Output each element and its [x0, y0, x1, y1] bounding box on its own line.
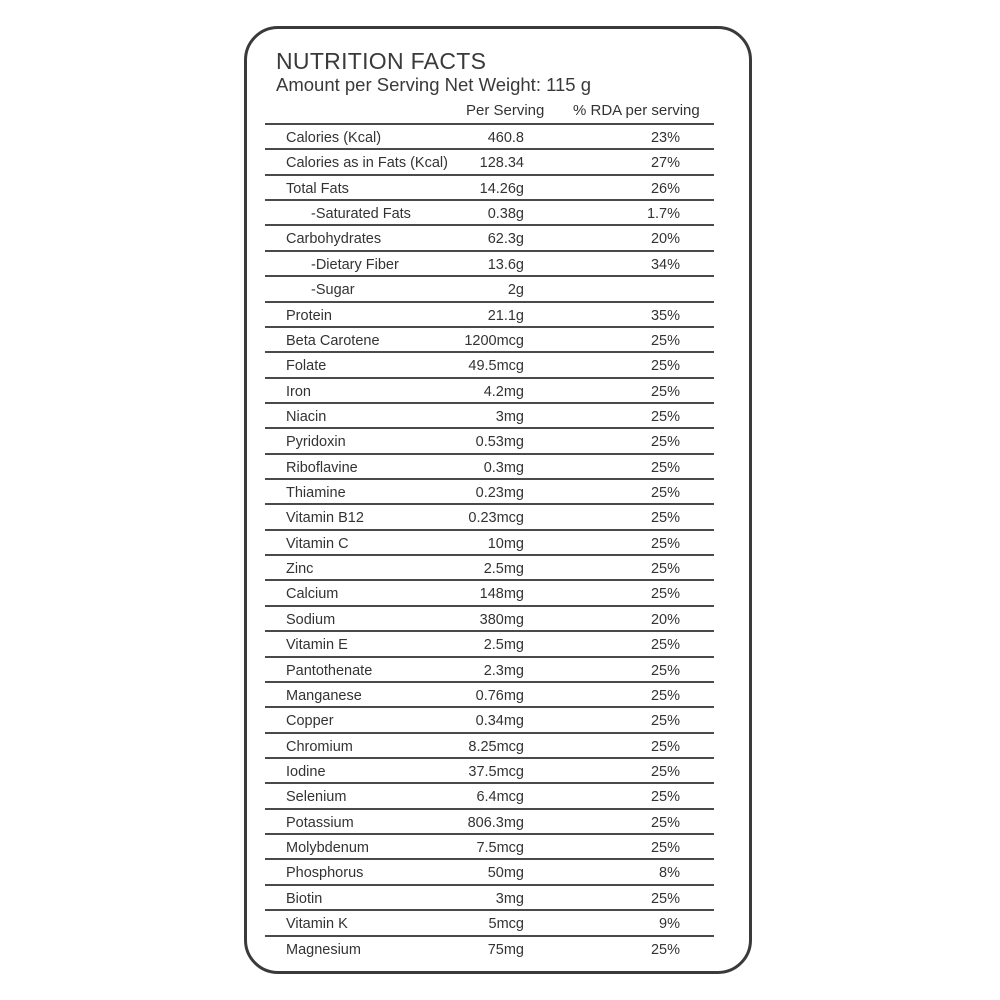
nutrient-rda: 25% — [650, 941, 680, 958]
table-row — [265, 480, 714, 505]
nutrient-rda: 25% — [650, 561, 680, 578]
nutrition-table — [265, 125, 714, 962]
nutrient-name: -Sugar — [311, 282, 355, 299]
nutrient-amount: 37.5mcg — [468, 763, 524, 780]
nutrient-rda: 20% — [650, 611, 680, 628]
table-row — [265, 201, 714, 226]
table-row — [265, 784, 714, 809]
nutrient-amount: 2g — [507, 282, 524, 299]
table-row — [265, 835, 714, 860]
nutrient-amount: 62.3g — [487, 231, 524, 248]
table-row — [265, 429, 714, 454]
nutrient-name: Biotin — [286, 890, 323, 907]
nutrient-rda: 1.7% — [646, 206, 680, 223]
table-row — [265, 607, 714, 632]
nutrient-amount: 0.3mg — [483, 459, 524, 476]
nutrient-amount: 1200mcg — [464, 332, 524, 349]
nutrient-amount: 0.76mg — [475, 687, 524, 704]
nutrient-name: Total Fats — [286, 180, 349, 197]
nutrient-name: Pyridoxin — [286, 434, 346, 451]
table-row — [265, 404, 714, 429]
nutrient-amount: 0.38g — [487, 206, 524, 223]
nutrient-amount: 2.5mg — [483, 561, 524, 578]
nutrient-amount: 806.3mg — [467, 814, 524, 831]
nutrient-name: Protein — [286, 307, 332, 324]
nutrient-rda: 25% — [650, 713, 680, 730]
nutrient-amount: 0.23mcg — [468, 510, 524, 527]
nutrient-rda: 25% — [650, 383, 680, 400]
nutrient-rda: 9% — [659, 916, 680, 933]
nutrient-rda: 25% — [650, 890, 680, 907]
nutrient-name: Calcium — [286, 586, 339, 603]
nutrient-rda: 23% — [650, 130, 680, 146]
nutrient-amount: 13.6g — [487, 256, 524, 273]
table-row — [265, 531, 714, 556]
table-row — [265, 277, 714, 302]
table-row — [265, 937, 714, 962]
nutrient-rda: 25% — [650, 434, 680, 451]
nutrient-name: Iodine — [286, 763, 326, 780]
nutrient-name: Calories as in Fats (Kcal) — [286, 155, 448, 172]
nutrient-name: Riboflavine — [286, 459, 358, 476]
nutrient-name: Calories (Kcal) — [286, 130, 382, 146]
table-row — [265, 353, 714, 378]
nutrient-name: Iron — [286, 383, 311, 400]
nutrient-amount: 21.1g — [487, 307, 524, 324]
table-row — [265, 911, 714, 936]
nutrient-rda: 25% — [650, 789, 680, 806]
nutrient-rda: 25% — [650, 535, 680, 552]
nutrient-rda: 25% — [650, 358, 680, 375]
nutrient-name: Beta Carotene — [286, 332, 380, 349]
table-row — [265, 556, 714, 581]
nutrient-rda: 25% — [650, 485, 680, 502]
nutrient-rda: 27% — [650, 155, 680, 172]
nutrient-rda: 25% — [650, 814, 680, 831]
nutrient-name: Chromium — [286, 738, 353, 755]
nutrient-rda: 25% — [650, 763, 680, 780]
nutrient-amount: 10mg — [487, 535, 524, 552]
table-row — [265, 632, 714, 657]
nutrient-amount: 148mg — [479, 586, 524, 603]
table-row — [265, 379, 714, 404]
table-row — [265, 683, 714, 708]
nutrient-rda: 20% — [650, 231, 680, 248]
nutrient-amount: 14.26g — [479, 180, 524, 197]
nutrient-amount: 2.5mg — [483, 637, 524, 654]
table-row — [265, 759, 714, 784]
nutrient-rda: 25% — [650, 662, 680, 679]
nutrient-name: Selenium — [286, 789, 347, 806]
nutrient-amount: 0.23mg — [475, 485, 524, 502]
nutrient-amount: 0.53mg — [475, 434, 524, 451]
nutrient-amount: 3mg — [495, 890, 524, 907]
nutrient-name: Manganese — [286, 687, 362, 704]
nutrient-name: Zinc — [286, 561, 314, 578]
table-row — [265, 176, 714, 201]
nutrient-name: -Saturated Fats — [311, 206, 411, 223]
nutrient-amount: 380mg — [479, 611, 524, 628]
serving-subtitle: Amount per Serving Net Weight: 115 g — [276, 74, 592, 95]
nutrient-rda: 34% — [650, 256, 680, 273]
nutrient-amount: 8.25mcg — [468, 738, 524, 755]
table-row — [265, 581, 714, 606]
nutrient-rda: 8% — [659, 865, 680, 882]
nutrient-name: Magnesium — [286, 941, 361, 958]
nutrient-amount: 128.34 — [479, 155, 524, 172]
nutrient-rda: 25% — [650, 586, 680, 603]
table-row — [265, 886, 714, 911]
page-title: NUTRITION FACTS — [276, 48, 487, 74]
nutrient-rda: 25% — [650, 510, 680, 527]
nutrient-name: Folate — [286, 358, 327, 375]
nutrient-rda: 25% — [650, 408, 680, 425]
nutrient-amount: 6.4mcg — [476, 789, 524, 806]
nutrient-name: Vitamin C — [286, 535, 349, 552]
table-row — [265, 252, 714, 277]
nutrient-rda: 35% — [650, 307, 680, 324]
nutrient-name: Vitamin K — [286, 916, 348, 933]
nutrient-name: Thiamine — [286, 485, 346, 502]
nutrient-amount: 3mg — [495, 408, 524, 425]
table-row — [265, 455, 714, 480]
nutrient-rda: 25% — [650, 332, 680, 349]
nutrient-name: Sodium — [286, 611, 336, 628]
nutrient-name: Potassium — [286, 814, 354, 831]
table-row — [265, 708, 714, 733]
nutrient-amount: 7.5mcg — [476, 840, 524, 857]
nutrient-name: Niacin — [286, 408, 327, 425]
nutrient-name: Vitamin E — [286, 637, 348, 654]
table-row — [265, 303, 714, 328]
table-row — [265, 125, 714, 150]
nutrient-rda: 25% — [650, 738, 680, 755]
nutrient-name: Carbohydrates — [286, 231, 382, 248]
nutrient-rda: 25% — [650, 840, 680, 857]
table-row — [265, 328, 714, 353]
nutrient-name: Vitamin B12 — [286, 510, 364, 527]
column-header-rda: % RDA per serving — [573, 102, 700, 119]
nutrient-amount: 49.5mcg — [468, 358, 524, 375]
nutrient-amount: 0.34mg — [475, 713, 524, 730]
nutrient-name: -Dietary Fiber — [311, 256, 399, 273]
nutrient-amount: 75mg — [487, 941, 524, 958]
nutrient-rda: 25% — [650, 459, 680, 476]
nutrient-rda: 26% — [650, 180, 680, 197]
table-row — [265, 150, 714, 175]
column-header-per-serving: Per Serving — [466, 102, 545, 119]
table-row — [265, 860, 714, 885]
nutrient-amount: 50mg — [487, 865, 524, 882]
nutrient-name: Molybdenum — [286, 840, 370, 857]
nutrient-name: Pantothenate — [286, 662, 373, 679]
table-row — [265, 226, 714, 251]
table-row — [265, 658, 714, 683]
nutrient-rda: 25% — [650, 637, 680, 654]
table-row — [265, 734, 714, 759]
nutrient-amount: 5mcg — [488, 916, 524, 933]
nutrient-name: Copper — [286, 713, 334, 730]
table-row — [265, 505, 714, 530]
table-row — [265, 810, 714, 835]
nutrient-amount: 460.8 — [487, 130, 524, 146]
nutrient-amount: 2.3mg — [483, 662, 524, 679]
nutrient-name: Phosphorus — [286, 865, 364, 882]
nutrient-rda: 25% — [650, 687, 680, 704]
nutrient-amount: 4.2mg — [483, 383, 524, 400]
